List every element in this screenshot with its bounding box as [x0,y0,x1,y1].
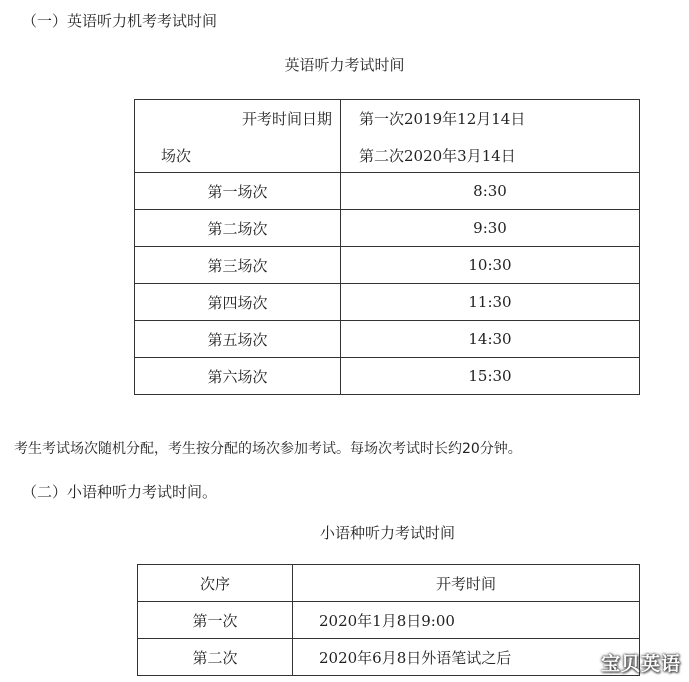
time-cell: 14:30 [341,321,640,358]
table-row [138,602,640,639]
time-cell: 2020年6月8日外语笔试之后 [293,639,640,676]
time-cell: 11:30 [341,284,640,321]
table-row [135,173,640,210]
table1-header-right-cell [341,100,640,173]
session-cell: 第一场次 [135,173,341,210]
table2-header-row [138,565,640,602]
header-date-label: 开考时间日期 [241,110,332,128]
table-row [135,247,640,284]
table1-header-left-cell [135,100,341,173]
table2-title: 小语种听力考试时间 [319,524,455,542]
session-cell: 第四场次 [135,284,341,321]
section1-heading: （一）英语听力机考考试时间 [22,12,218,30]
column-header-time: 开考时间 [293,565,640,602]
time-cell: 9:30 [341,210,640,247]
table1-header-row [135,100,640,173]
header-first-date: 第一次2019年12月14日 [359,110,526,128]
order-cell: 第二次 [138,639,293,676]
time-cell: 8:30 [341,173,640,210]
table1-title: 英语听力考试时间 [284,56,405,74]
table-row [135,210,640,247]
time-cell: 15:30 [341,358,640,395]
header-session-label: 场次 [161,147,192,165]
table-row [135,358,640,395]
order-cell: 第一次 [138,602,293,639]
table-row [135,284,640,321]
session-cell: 第二场次 [135,210,341,247]
minor-language-schedule-table [137,564,640,676]
exam-note: 考生考试场次随机分配，考生按分配的场次参加考试。每场次考试时长约20分钟。 [14,441,522,457]
session-cell: 第六场次 [135,358,341,395]
session-cell: 第三场次 [135,247,341,284]
session-cell: 第五场次 [135,321,341,358]
table-row [135,321,640,358]
column-header-order: 次序 [138,565,293,602]
english-listening-schedule-table [134,99,640,395]
section2-heading: （二）小语种听力考试时间。 [22,483,218,501]
header-second-date: 第二次2020年3月14日 [359,147,516,165]
time-cell: 10:30 [341,247,640,284]
watermark-logo: 宝贝英语 [600,653,681,675]
time-cell: 2020年1月8日9:00 [293,602,640,639]
table-row [138,639,640,676]
